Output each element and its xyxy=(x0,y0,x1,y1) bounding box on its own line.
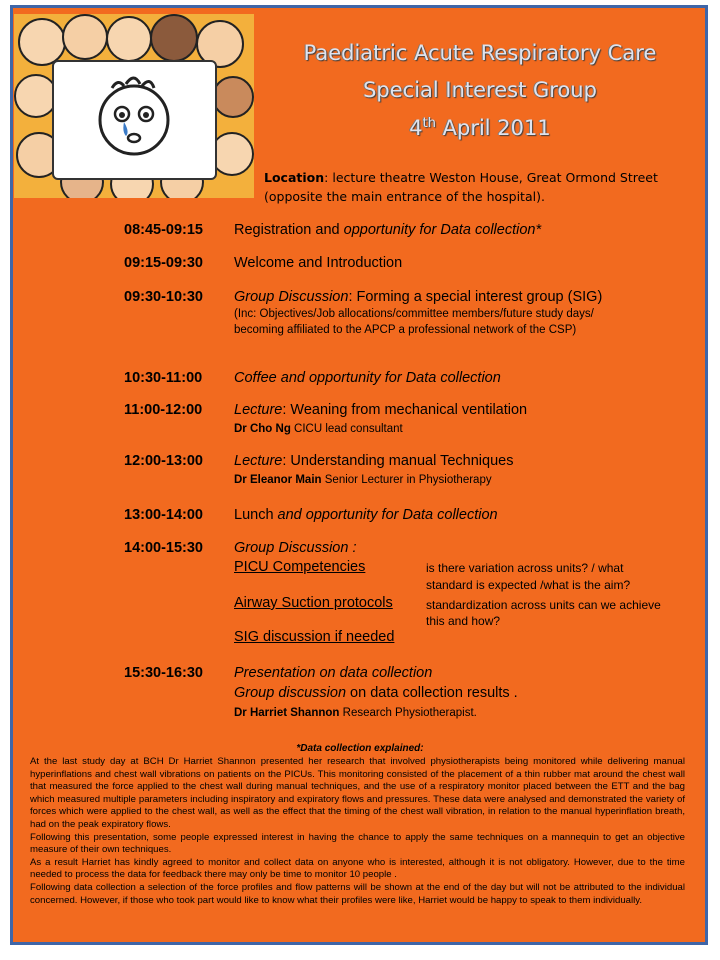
schedule-time: 13:00-14:00 xyxy=(124,507,203,523)
schedule-time: 09:30-10:30 xyxy=(124,289,203,305)
child-face-icon xyxy=(106,16,152,62)
explanation-paragraph: Following this presentation, some people expressed interest in having the chance to apply the same techniques on a mannequin to get an objective measure of their own techniques. xyxy=(30,831,685,856)
speaker-role: CICU lead consultant xyxy=(290,423,403,435)
schedule-activity: Lunch and opportunity for Data collection xyxy=(234,507,498,523)
topic-note: is there variation across units? / what xyxy=(426,561,624,575)
schedule-subtext: (Inc: Objectives/Job allocations/committee members/future study days/ xyxy=(234,308,594,320)
date-day: 4 xyxy=(409,116,423,140)
white-board xyxy=(52,60,217,180)
schedule-activity: Lecture: Understanding manual Techniques xyxy=(234,453,514,469)
child-face-icon xyxy=(62,14,108,60)
schedule-activity: Coffee and opportunity for Data collection xyxy=(234,370,501,386)
explanation-title: *Data collection explained: xyxy=(296,743,424,754)
speaker-line xyxy=(234,707,477,719)
explanation-paragraph: At the last study day at BCH Dr Harriet Shannon presented her research that involved physiotherapists being monitored while delivering manual hyperinflations and chest wall vibrations on patients on the PICUs. This monitoring consisted of the placement of a thin rubber mat around the chest wall that measured the force applied to the chest wall during manual techniques, and the use of a respiratory monitor placed between the ETT and the bag which measured multiple parameters including inspiratory and expiratory flows and pressures. These data were analysed and demonstrated the variety of forces which were applied to the chest wall, as well as the effect that the timing of the chest wall vibration, in relation to the manual hyperinflation breath, had on the peak expiratory flows. xyxy=(30,756,685,830)
schedule-time: 11:00-12:00 xyxy=(124,402,203,418)
explanation-body xyxy=(30,756,685,907)
location-label: Location xyxy=(264,170,325,185)
schedule-time: 08:45-09:15 xyxy=(124,222,203,238)
schedule-time: 15:30-16:30 xyxy=(124,665,203,681)
speaker-name: Dr Harriet Shannon xyxy=(234,707,340,719)
schedule-time: 12:00-13:00 xyxy=(124,453,203,469)
schedule-activity: Lecture: Weaning from mechanical ventilation xyxy=(234,402,528,418)
schedule-time: 10:30-11:00 xyxy=(124,370,203,386)
topic-note: this and how? xyxy=(426,614,501,628)
schedule-activity: Registration and opportunity for Data collection* xyxy=(234,222,542,238)
location-line-2: (opposite the main entrance of the hospital). xyxy=(264,189,545,204)
speaker-role: Senior Lecturer in Physiotherapy xyxy=(321,474,492,486)
topic-airway-suction: Airway Suction protocols xyxy=(234,595,393,611)
event-date xyxy=(250,111,710,141)
kids-logo-image xyxy=(14,14,254,198)
child-face-icon xyxy=(150,14,198,62)
schedule-subtext: becoming affiliated to the APCP a professional network of the CSP) xyxy=(234,324,577,336)
topic-picu-competencies: PICU Competencies xyxy=(234,559,366,575)
schedule-activity: Welcome and Introduction xyxy=(234,255,403,271)
topic-sig-discussion: SIG discussion if needed xyxy=(234,629,395,645)
location-text: : lecture theatre Weston House, Great Ormond Street xyxy=(324,170,658,185)
schedule-activity: Group discussion on data collection results . xyxy=(234,685,518,701)
explanation-paragraph: Following data collection a selection of the force profiles and flow patterns will be shown at the end of the day but will not be attributed to the individual concerned. However, if those who took part would like to know what their profiles were like, Harriet would be happy to speak to them individually. xyxy=(30,881,685,906)
child-face-icon xyxy=(212,76,254,118)
schedule-time: 14:00-15:30 xyxy=(124,540,203,556)
location-line-1 xyxy=(264,168,658,187)
title-line-2: Special Interest Group xyxy=(363,78,597,102)
speaker-line xyxy=(234,423,403,435)
title-line-1: Paediatric Acute Respiratory Care xyxy=(303,41,657,65)
speaker-name: Dr Cho Ng xyxy=(234,423,291,435)
date-suffix: th xyxy=(422,116,436,131)
schedule-time: 09:15-09:30 xyxy=(124,255,203,271)
speaker-name: Dr Eleanor Main xyxy=(234,474,322,486)
schedule-activity: Group Discussion: Forming a special interest group (SIG) xyxy=(234,289,603,305)
explanation-paragraph: As a result Harriet has kindly agreed to monitor and collect data on anyone who is interested, although it is not obligatory. However, due to the time needed to process the data for feedback there may only be time to monitor 10 people . xyxy=(30,856,685,881)
topic-note: standard is expected /what is the aim? xyxy=(426,578,631,592)
schedule-activity: Presentation on data collection xyxy=(234,665,433,681)
schedule-activity: Group Discussion : xyxy=(234,540,357,556)
speaker-role: Research Physiotherapist. xyxy=(339,707,477,719)
topic-note: standardization across units can we achieve xyxy=(426,598,661,612)
speaker-line xyxy=(234,474,492,486)
date-month-year: April 2011 xyxy=(435,116,551,140)
child-face-icon xyxy=(18,18,66,66)
baby-face-icon xyxy=(54,62,215,178)
